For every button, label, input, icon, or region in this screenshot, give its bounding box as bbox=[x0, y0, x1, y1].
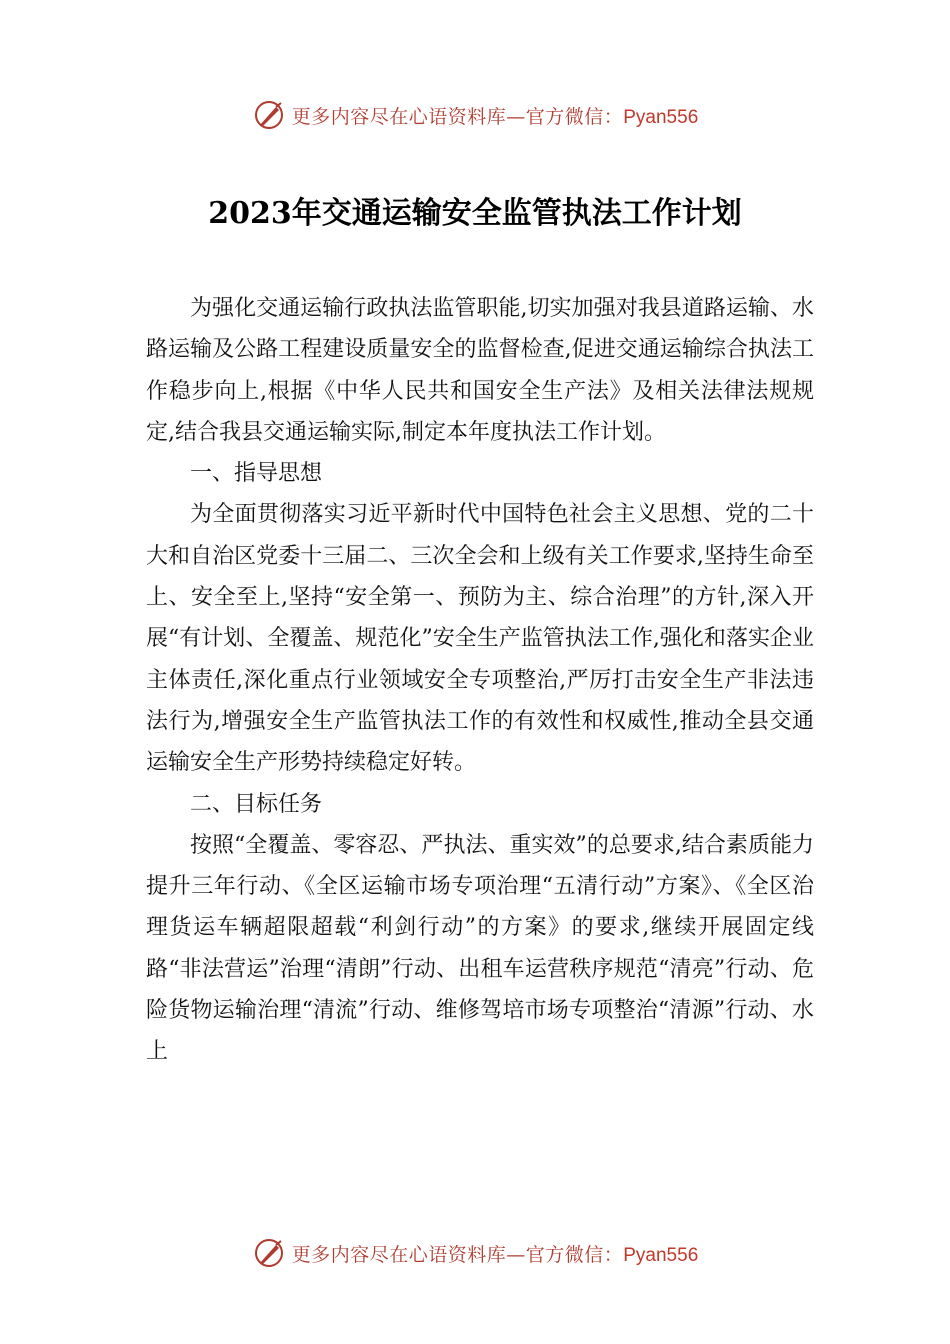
objectives-paragraph: 按照“全覆盖、零容忍、严执法、重实效”的总要求,结合素质能力提升三年行动、《全区运输市场专项治理“五清行动”方案》、《全区治理货运车辆超限超载“利剑行动”的方案》的要求,继续开展固定线路“非法营运”治理“清朗”行动、出租车运营秩序规范“清亮”行动、危险货物运输治理“清流”行动、维修驾培市场专项整治“清源”行动、水上 bbox=[146, 832, 814, 1065]
wechat-id: Pyan556 bbox=[623, 106, 699, 128]
wechat-id: Pyan556 bbox=[623, 1244, 699, 1266]
intro-paragraph: 为强化交通运输行政执法监管职能,切实加强对我县道路运输、水路运输及公路工程建设质量安全的监督检查,促进交通运输综合执法工作稳步向上,根据《中华人民共和国安全生产法》及相关法律法规规定,结合我县交通运输实际,制定本年度执法工作计划。 bbox=[146, 296, 814, 445]
section-heading-objectives: 二、目标任务 bbox=[190, 791, 323, 817]
footer-watermark-banner bbox=[0, 1233, 950, 1273]
header-watermark-banner bbox=[0, 95, 950, 135]
document-body bbox=[146, 288, 814, 1073]
section-heading-guiding-ideology: 一、指导思想 bbox=[190, 461, 323, 487]
watermark-text: 更多内容尽在心语资料库—官方微信：Pyan556 bbox=[291, 105, 699, 128]
quill-logo-icon bbox=[252, 98, 286, 132]
document-title: 2023年交通运输安全监管执法工作计划 bbox=[208, 196, 742, 231]
quill-logo-icon bbox=[252, 1236, 286, 1270]
guiding-ideology-paragraph: 为全面贯彻落实习近平新时代中国特色社会主义思想、党的二十大和自治区党委十三届二、三次全会和上级有关工作要求,坚持生命至上、安全至上,坚持“安全第一、预防为主、综合治理”的方针,深入开展“有计划、全覆盖、规范化”安全生产监管执法工作,强化和落实企业主体责任,深化重点行业领域安全专项整治,严厉打击安全生产非法违法行为,增强安全生产监管执法工作的有效性和权威性,推动全县交通运输安全生产形势持续稳定好转。 bbox=[146, 502, 814, 776]
watermark-text: 更多内容尽在心语资料库—官方微信：Pyan556 bbox=[291, 1243, 699, 1266]
